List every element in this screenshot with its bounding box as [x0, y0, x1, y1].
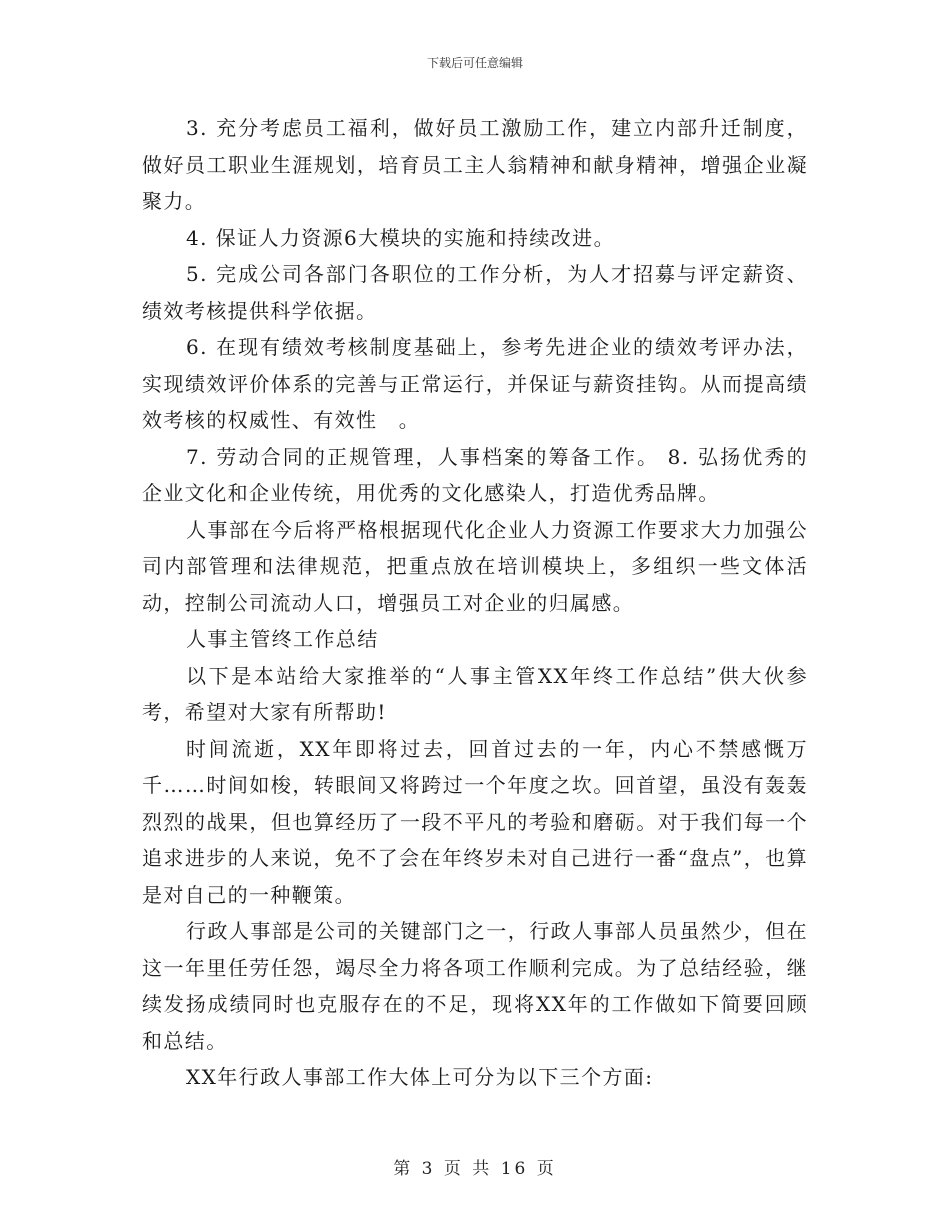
paragraph: 人事部在今后将严格根据现代化企业人力资源工作要求大力加强公司内部管理和法律规范，把重点放在培训模块上，多组织一些文体活动，控制公司流动人口，增强员工对企业的归属感。 — [142, 517, 808, 615]
page-header: 下载后可任意编辑 — [426, 56, 523, 70]
paragraph: 3. 充分考虑员工福利，做好员工激励工作，建立内部升迁制度，做好员工职业生涯规划，培育员工主人翁精神和献身精神，增强企业凝聚力。 — [142, 116, 808, 213]
paragraph: 行政人事部是公司的关键部门之一，行政人事部人员虽然少，但在这一年里任劳任怨，竭尽全力将各项工作顺利完成。为了总结经验，继续发扬成绩同时也克服存在的不足，现将XX年的工作做如下简要回顾和总结。 — [142, 919, 808, 1053]
section-heading: 人事主管终工作总结 — [186, 627, 379, 651]
paragraph: 4. 保证人力资源6大模块的实施和持续改进。 — [186, 225, 615, 250]
paragraph: 以下是本站给大家推举的“人事主管XX年终工作总结”供大伙参考，希望对大家有所帮助! — [142, 663, 808, 724]
paragraph: 5. 完成公司各部门各职位的工作分析，为人才招募与评定薪资、绩效考核提供科学依据。 — [142, 262, 808, 323]
document-body — [142, 110, 808, 1096]
page-number: 第 3 页 共 16 页 — [393, 1159, 557, 1179]
paragraph: 7. 劳动合同的正规管理，人事档案的筹备工作。 8. 弘扬优秀的企业文化和企业传统，用优秀的文化感染人，打造优秀品牌。 — [142, 444, 808, 505]
paragraph: 时间流逝，XX年即将过去，回首过去的一年，内心不禁感慨万千……时间如梭，转眼间又将跨过一个年度之坎。回首望，虽没有轰轰烈烈的战果，但也算经历了一段不平凡的考验和磨砺。对于我们每一个追求进步的人来说，免不了会在年终岁未对自己进行一番“盘点”，也算是对自己的一种鞭策。 — [142, 736, 808, 907]
paragraph: XX年行政人事部工作大体上可分为以下三个方面: — [186, 1065, 654, 1089]
paragraph: 6. 在现有绩效考核制度基础上，参考先进企业的绩效考评办法，实现绩效评价体系的完善与正常运行，并保证与薪资挂钩。从而提高绩效考核的权威性、有效性 。 — [142, 335, 808, 432]
